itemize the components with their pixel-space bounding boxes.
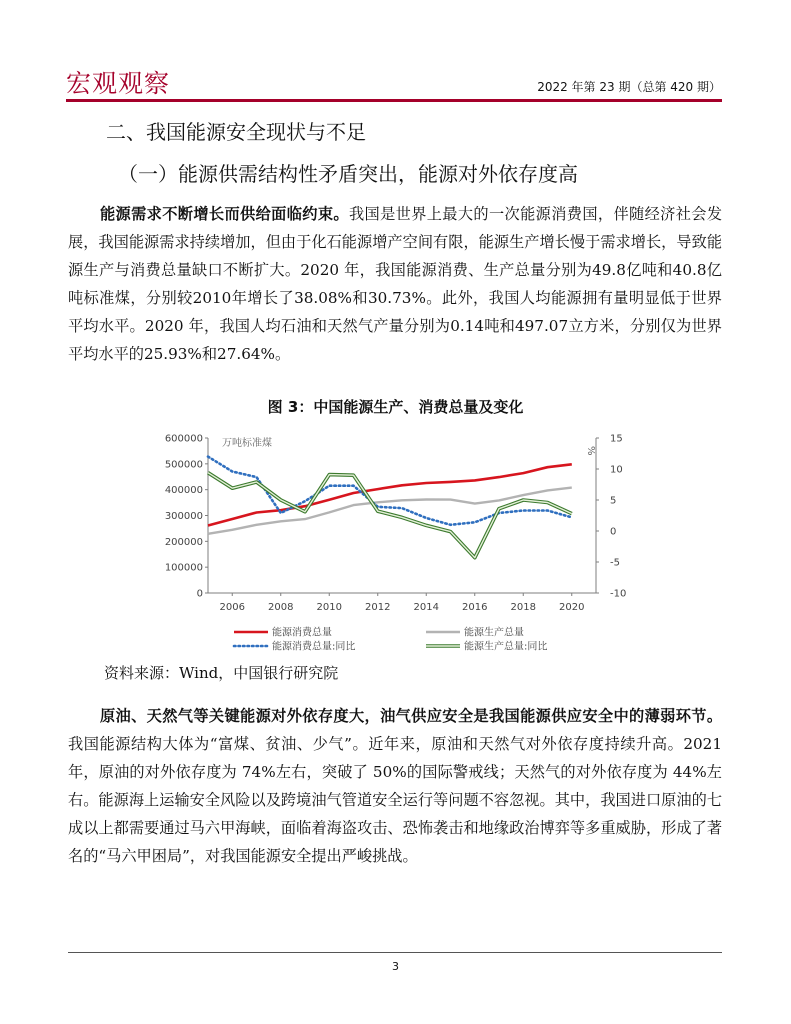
- section-heading: 二、我国能源安全现状与不足: [106, 120, 366, 144]
- left-tick-label: 0: [196, 588, 203, 600]
- paragraph-1-lead: 能源需求不断增长而供给面临约束。: [100, 205, 349, 223]
- right-tick-label: -5: [610, 557, 620, 569]
- left-tick-label: 500000: [164, 459, 203, 471]
- series-line-4-outline: [208, 473, 572, 558]
- paragraph-1-text: 我国是世界上最大的一次能源消费国，伴随经济社会发展，我国能源需求持续增加，但由于化石能源增产空间有限，能源生产增长慢于需求增长，导致能源生产与消费总量缺口不断扩大。2020 年，我国能源消费、生产总量分别为49.8亿吨和40.8亿吨标准煤，分别较2010年增长了38.08%和30.73%。此外，我国人均能源拥有量明显低于世界平均水平。2020 年，我国人均石油和天然气产量分别为0.14吨和497.07立方米，分别仅为世界平均水平的25.93%和27.64%。: [68, 205, 723, 363]
- x-tick-label: 2016: [462, 602, 488, 613]
- paragraph-2-text: 我国能源结构大体为“富煤、贫油、少气”。近年来，原油和天然气对外依存度持续升高。2021 年，原油的对外依存度为 74%左右，突破了 50%的国际警戒线；天然气的对外依存度为 44%左右。能源海上运输安全风险以及跨境油气管道安全运行等问题不容忽视。其中，我国进口原油的七成以上都需要通过马六甲海峡，面临着海盗攻击、恐怖袭击和地缘政治博弈等多重威胁，形成了著名的“马六甲困局”，对我国能源安全提出严峻挑战。: [68, 735, 722, 865]
- right-tick-label: -10: [610, 588, 627, 600]
- x-tick-label: 2020: [559, 602, 585, 613]
- right-tick-label: 10: [610, 464, 623, 476]
- series-line-1: [208, 464, 572, 525]
- right-axis-unit: %: [585, 446, 596, 456]
- left-tick-label: 400000: [164, 485, 203, 497]
- x-tick-label: 2018: [510, 602, 536, 613]
- energy-chart: [150, 424, 627, 656]
- left-tick-label: 100000: [164, 562, 203, 574]
- header-divider: [66, 99, 722, 102]
- publication-title: 宏观观察: [66, 69, 171, 98]
- legend-label-2: 能源生产总量: [464, 627, 524, 639]
- page-number: 3: [392, 960, 399, 973]
- figure-source: 资料来源：Wind，中国银行研究院: [104, 664, 339, 682]
- right-tick-label: 15: [610, 433, 623, 445]
- x-tick-label: 2014: [413, 602, 439, 613]
- right-tick-label: 0: [610, 526, 617, 538]
- footer-divider: [68, 952, 722, 953]
- x-tick-label: 2008: [268, 602, 294, 613]
- x-tick-label: 2006: [219, 602, 245, 613]
- left-axis-unit: 万吨标准煤: [222, 438, 272, 449]
- x-tick-label: 2010: [316, 602, 342, 613]
- left-tick-label: 300000: [164, 511, 203, 522]
- legend-label-3: 能源消费总量:同比: [272, 641, 356, 653]
- legend-label-4: 能源生产总量:同比: [464, 641, 548, 653]
- paragraph-2-lead: 原油、天然气等关键能源对外依存度大，油气供应安全是我国能源供应安全中的薄弱环节。: [100, 707, 722, 725]
- legend-label-1: 能源消费总量: [272, 627, 332, 639]
- right-tick-label: 5: [610, 495, 617, 507]
- paragraph-2: [68, 702, 722, 870]
- subsection-heading: （一）能源供需结构性矛盾突出，能源对外依存度高: [118, 162, 578, 186]
- left-tick-label: 600000: [164, 433, 203, 445]
- paragraph-1: [68, 200, 722, 368]
- left-tick-label: 200000: [164, 536, 203, 548]
- figure-title: 图 3：中国能源生产、消费总量及变化: [267, 398, 524, 416]
- x-tick-label: 2012: [365, 602, 391, 613]
- issue-number: 2022 年第 23 期（总第 420 期）: [537, 80, 721, 94]
